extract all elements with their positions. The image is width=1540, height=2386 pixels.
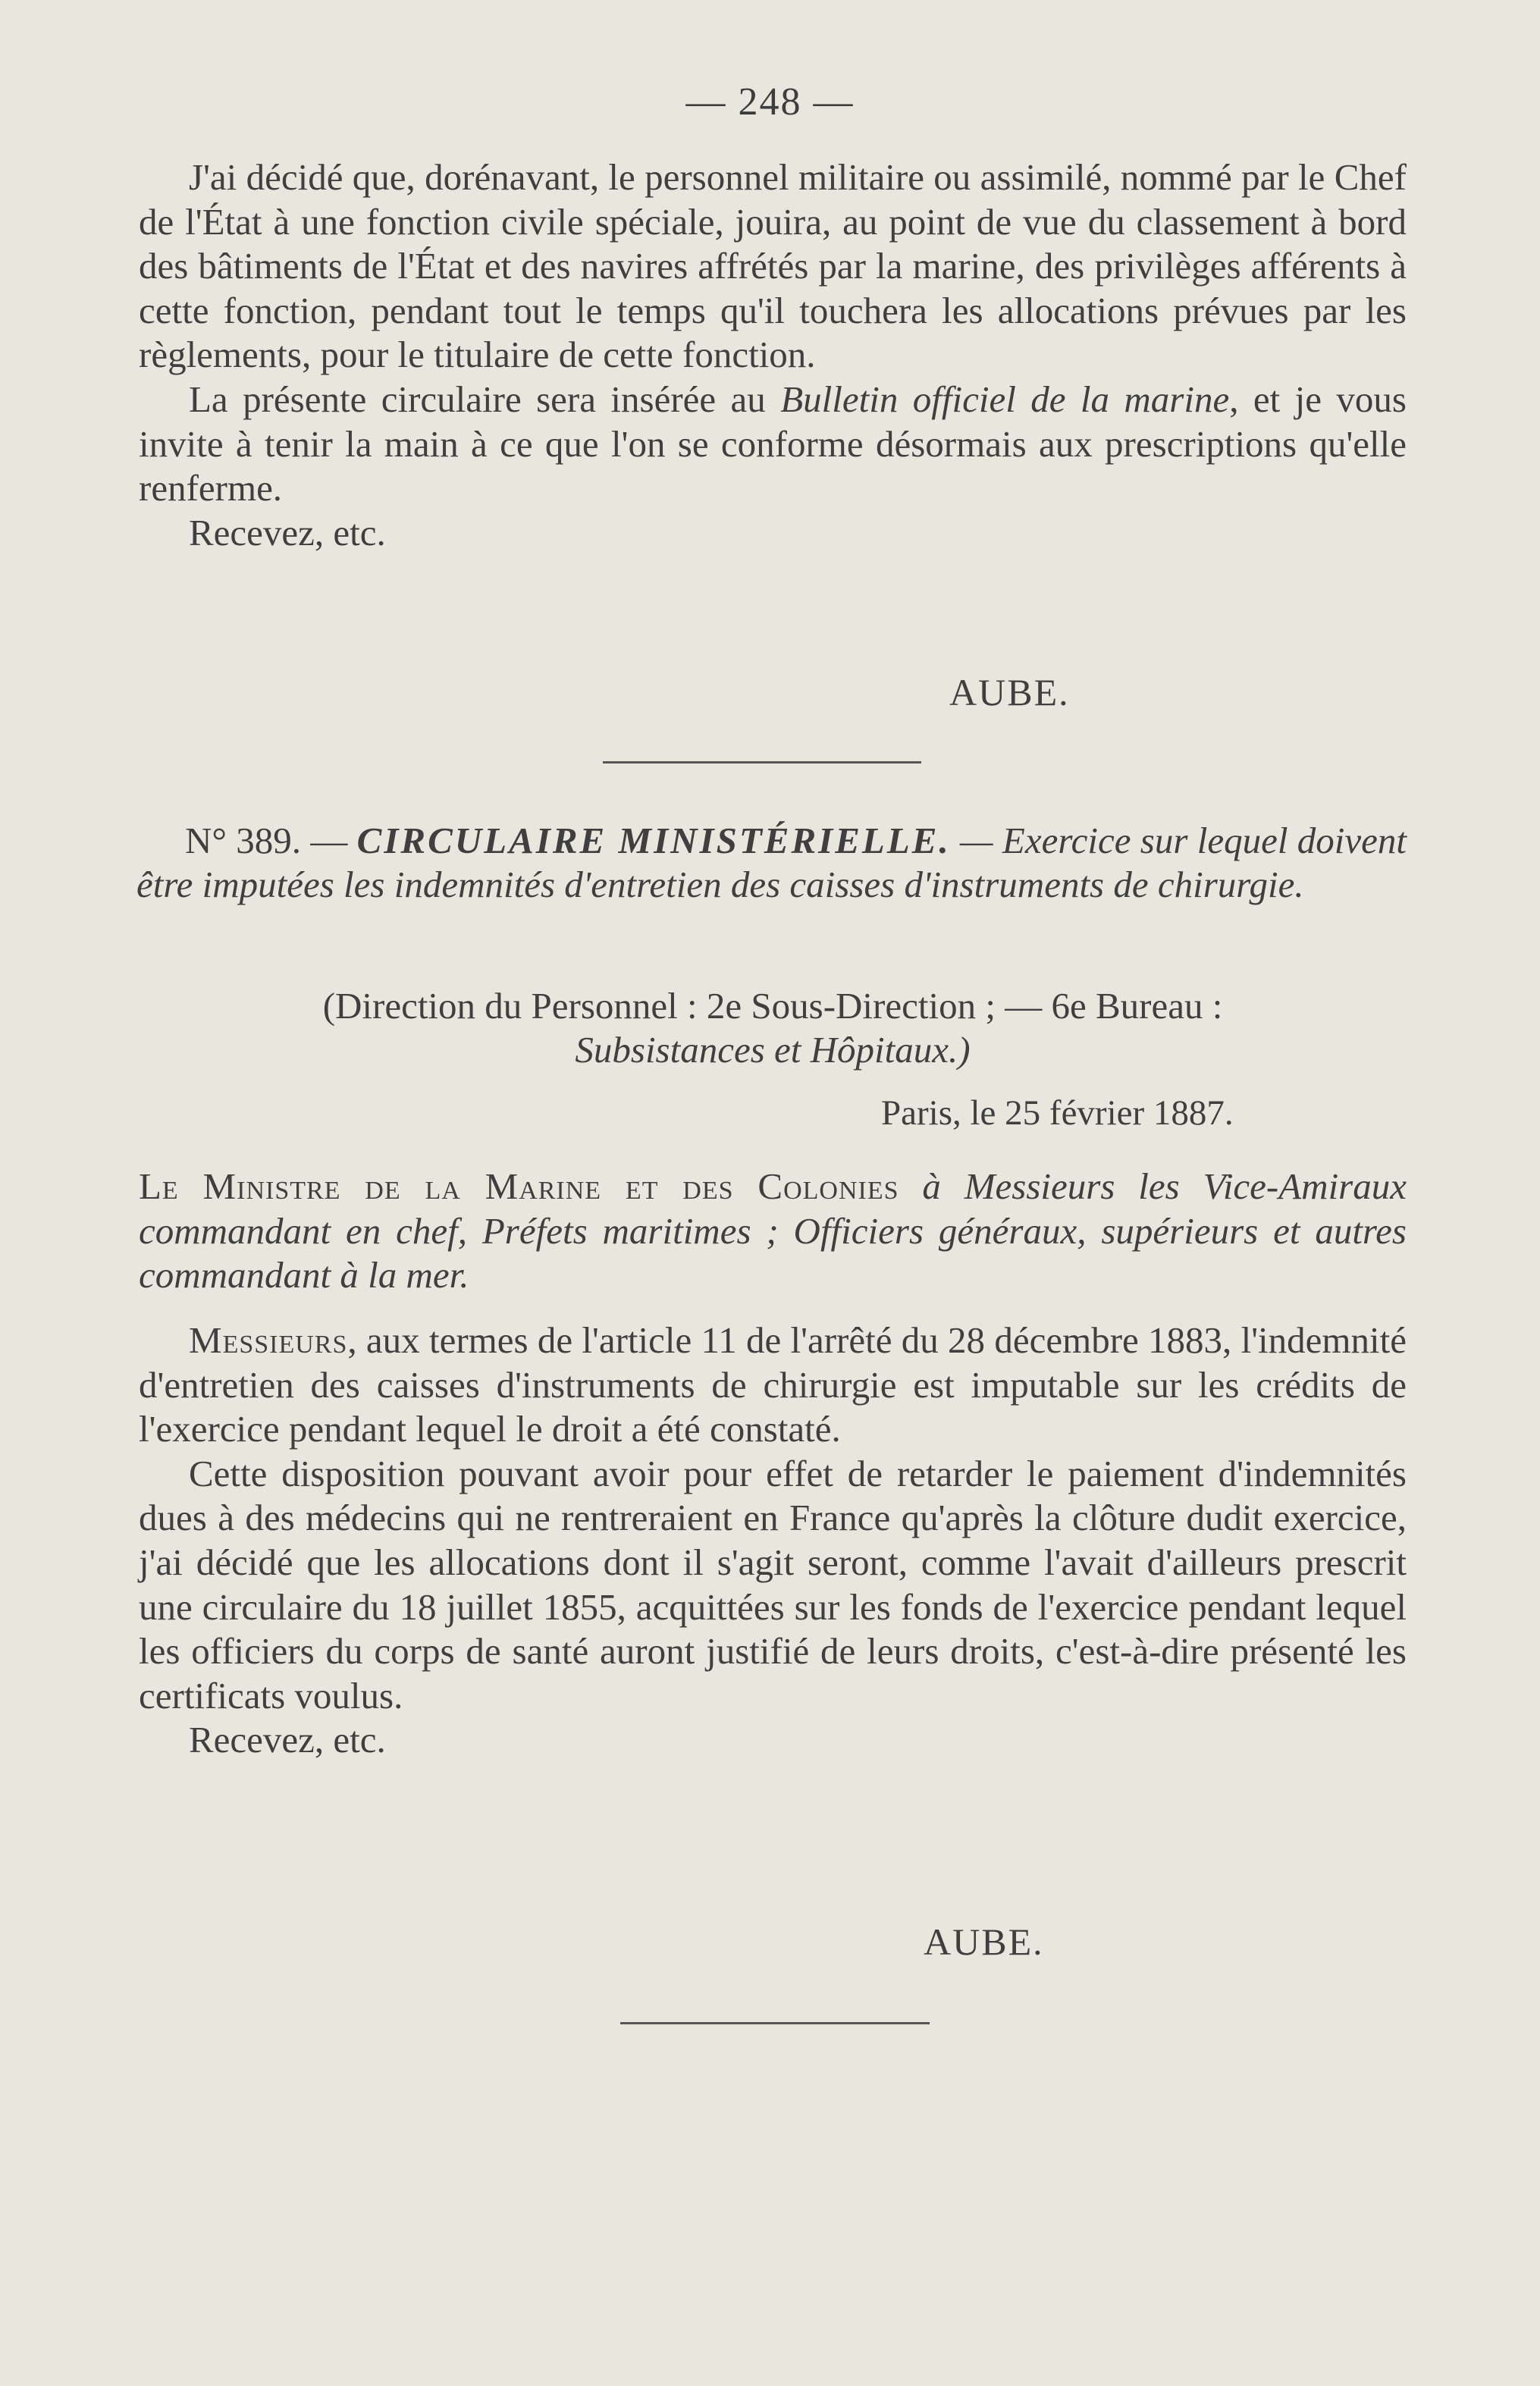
salutation: Messieurs bbox=[189, 1319, 348, 1361]
paragraph bbox=[139, 1318, 1407, 1452]
signature: AUBE. bbox=[949, 671, 1070, 713]
circular-subject: — Exercice sur lequel doivent être imputées les indemnités d'entretien des caisses d'instruments de chirurgie. bbox=[136, 820, 1407, 905]
address-from: Le Ministre de la Marine et des Colonies bbox=[139, 1165, 899, 1207]
signature: AUBE. bbox=[924, 1920, 1044, 1963]
paragraph bbox=[139, 378, 1407, 511]
circular-number: N° 389. — bbox=[185, 820, 357, 861]
direction-text: (Direction du Personnel : 2e Sous-Direction ; — 6e Bureau : bbox=[322, 985, 1223, 1027]
bulletin-title: Bulletin officiel de la marine bbox=[780, 378, 1230, 420]
circular-title: CIRCULAIRE MINISTÉRIELLE. bbox=[356, 820, 951, 861]
page-number: — 248 — bbox=[685, 80, 855, 124]
address bbox=[139, 1165, 1407, 1298]
previous-circular-text bbox=[139, 155, 1407, 555]
direction-subdivision: Subsistances et Hôpitaux.) bbox=[575, 1029, 971, 1071]
closing-formula: Recevez, etc. bbox=[189, 511, 386, 553]
text-run: La présente circulaire sera insérée au bbox=[189, 378, 781, 420]
text-run: , et je vous invite à tenir la main à ce que l'on se conforme désormais aux prescriptions qu'elle renferme. bbox=[139, 378, 1407, 509]
closing-formula: Recevez, etc. bbox=[189, 1719, 386, 1761]
address-to: à Messieurs les Vice-Amiraux commandant en chef, Préfets maritimes ; Officiers généraux, supérieurs et autres commandant à la mer. bbox=[139, 1165, 1407, 1296]
paragraph: J'ai décidé que, dorénavant, le personnel militaire ou assimilé, nommé par le Chef de l'État à une fonction civile spéciale, jouira, au point de vue du classement à bord des bâtiments de l'État et des navires affrétés par la marine, des privilèges afférents à cette fonction, pendant tout le temps qu'il touchera les allocations prévues par les règlements, pour le titulaire de cette fonction. bbox=[139, 156, 1407, 376]
paragraph: Cette disposition pouvant avoir pour effet de retarder le paiement d'indemnités dues à des médecins qui ne rentreraient en France qu'après la clôture dudit exercice, j'ai décidé que les allocations dont il s'agit seront, comme l'avait d'ailleurs prescrit une circulaire du 18 juillet 1855, acquittées sur les fonds de l'exercice pendant lequel les officiers du corps de santé auront justifié de leurs droits, c'est-à-dire présenté les certificats voulus. bbox=[139, 1452, 1407, 1717]
separator-rule bbox=[603, 761, 921, 763]
circular-heading bbox=[136, 819, 1407, 907]
circular-body bbox=[139, 1318, 1407, 1763]
direction-line bbox=[139, 984, 1407, 1072]
separator-rule bbox=[620, 2022, 930, 2024]
place-date: Paris, le 25 février 1887. bbox=[881, 1093, 1234, 1133]
text-run: , aux termes de l'article 11 de l'arrêté du 28 décembre 1883, l'indemnité d'entretien des caisses d'instruments de chirurgie est imputable sur les crédits de l'exercice pendant lequel le droit a été constaté. bbox=[139, 1319, 1407, 1450]
address-block bbox=[139, 1165, 1407, 1298]
